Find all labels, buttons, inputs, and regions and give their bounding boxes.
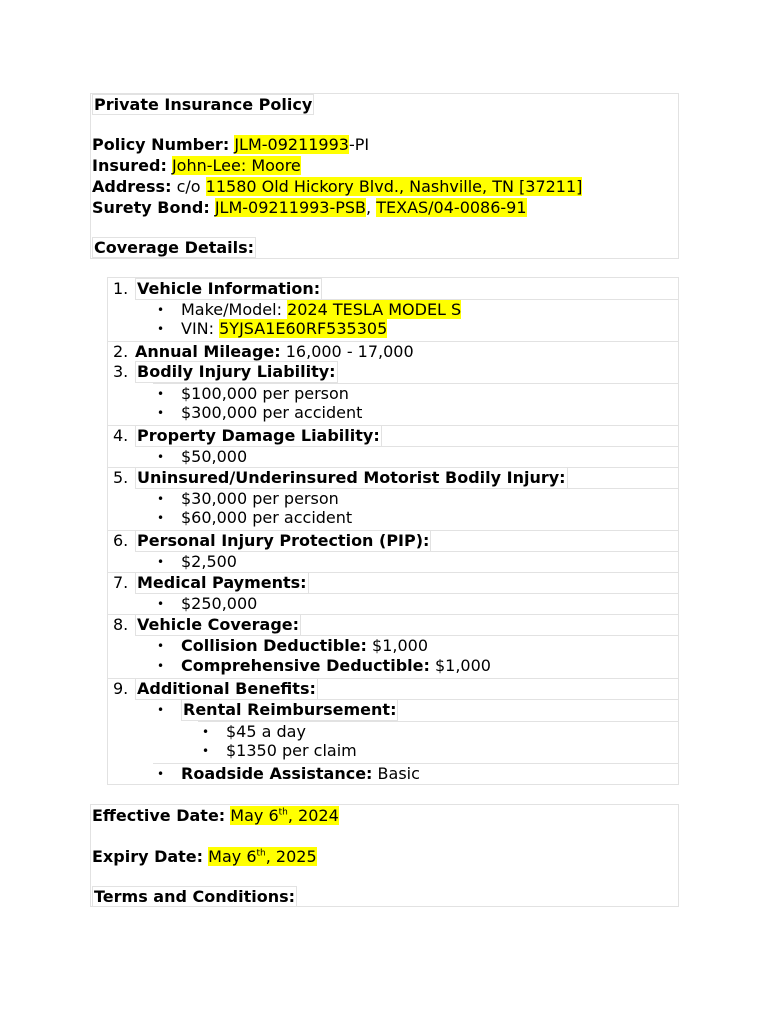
surety-separator: , [366,198,372,217]
insured-value: John-Lee: Moore [171,156,301,175]
collision-value: $1,000 [372,636,429,655]
comprehensive-label: Comprehensive Deductible: [181,656,430,675]
bullet-icon: • [157,555,165,569]
item-label: Personal Injury Protection (PIP): [137,531,430,550]
item-label: Uninsured/Underinsured Motorist Bodily Injury: [137,468,566,487]
item-number: 6. [113,531,129,550]
coverage-item-6 [108,530,678,550]
vin-label: VIN: [181,319,215,338]
bullet-icon: • [157,659,165,673]
item-number: 3. [113,362,129,381]
item-value: 16,000 - 17,000 [285,342,414,361]
list-item-text: $250,000 [181,594,258,613]
bullet-icon: • [157,511,165,525]
address-prefix: c/o [176,177,201,196]
rental-label: Rental Reimbursement: [183,700,397,719]
comprehensive-value: $1,000 [434,656,491,675]
list-item-text: $1350 per claim [226,741,357,760]
bullet-icon: • [157,322,165,336]
list-item [153,299,678,319]
list-item [153,488,678,508]
address-line [92,177,582,197]
coverage-item-5 [108,467,678,487]
item-label: Bodily Injury Liability: [137,362,336,381]
list-item-text: $50,000 [181,447,248,466]
coverage-list-block [107,277,679,785]
surety-value-2: TEXAS/04-0086-91 [376,198,527,217]
coverage-item-3 [108,362,678,382]
surety-value-1: JLM-09211993-PSB [214,198,367,217]
item-number: 2. [113,342,129,361]
item-label: Vehicle Coverage: [137,615,300,634]
list-item-text: $100,000 per person [181,384,349,403]
effective-date-value: May 6th, 2024 [230,806,339,825]
collision-label: Collision Deductible: [181,636,367,655]
policy-dates-block [90,804,679,907]
bullet-icon: • [157,639,165,653]
bullet-icon: • [157,406,165,420]
expiry-date-value: May 6th, 2025 [208,847,317,866]
policy-title: Private Insurance Policy [94,95,313,114]
bullet-icon: • [157,303,165,317]
list-item [153,508,678,528]
vin-value: 5YJSA1E60RF535305 [219,319,388,338]
bullet-icon: • [157,767,165,781]
coverage-item-7 [108,572,678,592]
list-item [198,721,678,741]
item-number: 9. [113,679,129,698]
list-item-text: $60,000 per accident [181,508,353,527]
coverage-item-2 [108,341,678,361]
coverage-item-1 [108,279,678,299]
list-item [198,741,678,761]
item-label: Annual Mileage: [135,342,281,361]
bullet-icon: • [157,703,165,717]
list-item [153,763,678,783]
item-label: Property Damage Liability: [137,426,380,445]
bullet-icon: • [157,387,165,401]
address-label: Address: [92,177,172,196]
bullet-icon: • [202,744,210,758]
list-item [153,593,678,613]
expiry-date-label: Expiry Date: [92,847,204,866]
make-value: 2024 TESLA MODEL S [287,300,462,319]
coverage-item-4 [108,425,678,445]
list-item-text: $45 a day [226,722,306,741]
coverage-item-8 [108,614,678,634]
list-item-text: $2,500 [181,552,237,571]
effective-date-label: Effective Date: [92,806,226,825]
list-item [153,699,678,719]
item-number: 4. [113,426,129,445]
effective-date-line [92,806,339,826]
item-number: 7. [113,573,129,592]
surety-label: Surety Bond: [92,198,210,217]
item-label: Additional Benefits: [137,679,316,698]
policy-number-value: JLM-09211993 [234,135,349,154]
surety-line [92,198,527,218]
insured-line [92,156,301,176]
roadside-value: Basic [377,764,420,783]
item-number: 1. [113,279,129,298]
list-item [153,635,678,655]
bullet-icon: • [157,450,165,464]
list-item [153,319,678,339]
list-item [153,446,678,466]
bullet-icon: • [202,725,210,739]
bullet-icon: • [157,492,165,506]
make-label: Make/Model: [181,300,282,319]
item-number: 8. [113,615,129,634]
list-item-text: $30,000 per person [181,489,339,508]
list-item [153,551,678,571]
coverage-details-heading: Coverage Details: [94,238,255,257]
list-item [153,403,678,423]
bullet-icon: • [157,597,165,611]
policy-header-block [90,93,679,259]
list-item [153,383,678,403]
policy-number-suffix: -PI [348,135,370,154]
list-item [153,656,678,676]
item-label: Vehicle Information: [137,279,321,298]
item-number: 5. [113,468,129,487]
policy-number-line [92,135,369,155]
roadside-label: Roadside Assistance: [181,764,373,783]
policy-number-label: Policy Number: [92,135,230,154]
terms-heading: Terms and Conditions: [94,887,296,906]
insured-label: Insured: [92,156,167,175]
address-value: 11580 Old Hickory Blvd., Nashville, TN [37211] [205,177,583,196]
list-item-text: $300,000 per accident [181,403,363,422]
expiry-date-line [92,847,317,867]
coverage-item-9 [108,678,678,698]
item-label: Medical Payments: [137,573,307,592]
